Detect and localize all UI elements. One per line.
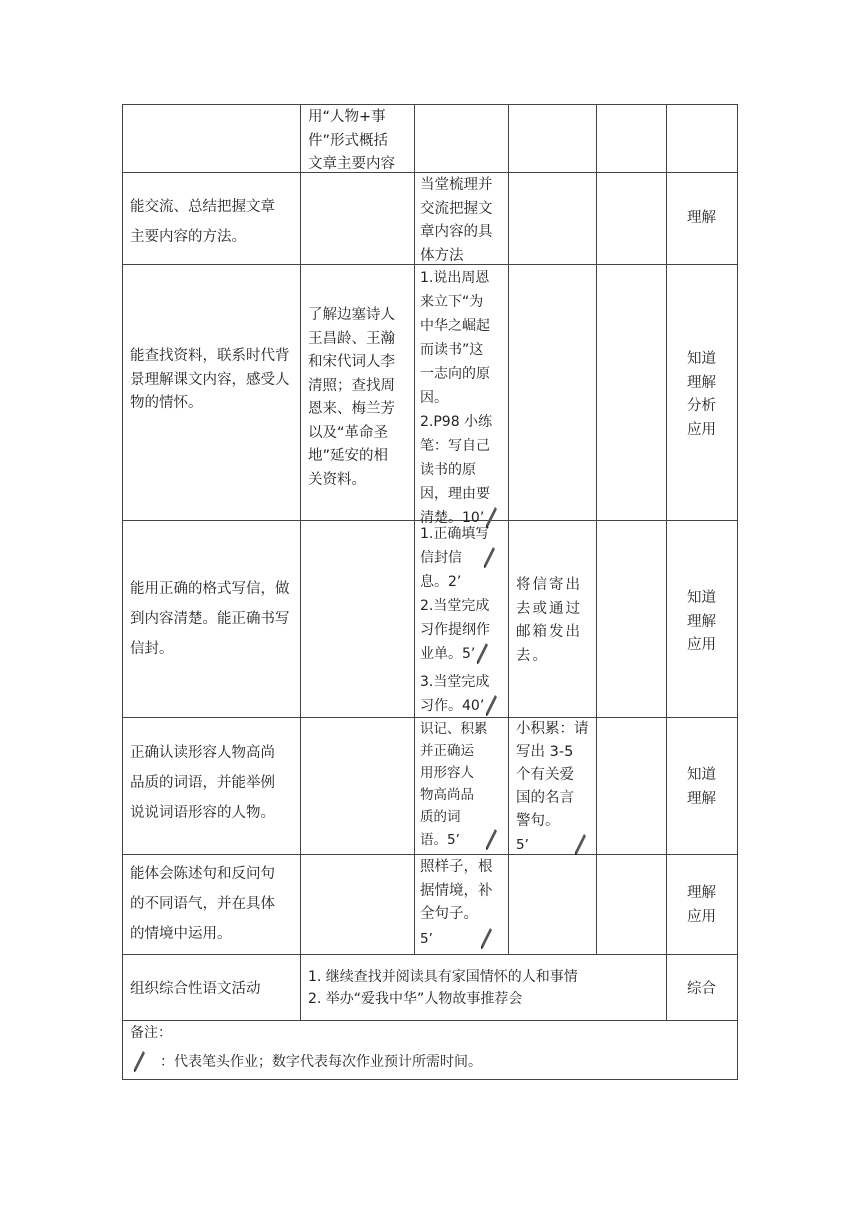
- row5-homework-time: 语。5’: [420, 832, 460, 848]
- row4-hw1-line1: 1.正确填写: [420, 526, 490, 542]
- row3-level-cell: [687, 348, 735, 442]
- row2-homework-text: 当堂梳理并 交流把握文 章内容的具 体方法: [420, 177, 493, 264]
- pen-icon: [479, 927, 493, 951]
- notes-title: 备注：: [130, 1025, 172, 1041]
- row4-hw2-line1: 2.当堂完成: [420, 598, 490, 614]
- row5-level-cell: [687, 764, 735, 811]
- row6-homework-cell: [420, 856, 506, 951]
- row3-homework-text: 1.说出周恩 来立下“为 中华之崛起 而读书”这 一志向的原 因。 2.P98 小练 笔：写自己 读书的原 因，理由要: [420, 270, 493, 502]
- row5-homework-cell: [420, 718, 506, 852]
- row6-goal-cell: [130, 859, 298, 949]
- row4-hw2-line3: 业单。5’: [420, 646, 476, 662]
- row4-hw3-line1: 3.当堂完成: [420, 674, 490, 690]
- row2-goal-cell: [130, 192, 298, 252]
- row7-activity-cell: [308, 966, 664, 1010]
- row5-goal-text: 正确认读形容人物高尚 品质的词语，并能举例 说说词语形容的人物。: [130, 745, 275, 821]
- row1-content-cell: [308, 106, 412, 177]
- row7-goal-text: 组织综合性语文活动: [130, 981, 261, 997]
- pen-icon: [482, 546, 496, 570]
- row4-hw1-line3: 息。2’: [420, 574, 462, 590]
- row7-level-text: 综合: [687, 981, 716, 997]
- row4-hw1-line2: 信封信: [420, 550, 462, 566]
- row4-extension-text: 将信寄出 去或通过 邮箱发出 去。: [516, 577, 582, 664]
- row6-goal-text: 能体会陈述句和反问句 的不同语气，并在具体 的情境中运用。: [130, 866, 275, 942]
- row4-goal-cell: [130, 574, 298, 664]
- row3-level-text: 知道 理解 分析 应用: [687, 351, 716, 438]
- row4-homework-cell: [420, 522, 506, 718]
- row3-resource-cell: [308, 304, 412, 492]
- row4-extension-cell: [516, 574, 594, 668]
- pen-icon: [484, 828, 498, 852]
- row3-goal-text: 能查找资料，联系时代背 景理解课文内容，感受人 物的情怀。: [130, 348, 290, 411]
- row2-level-cell: [687, 207, 735, 231]
- row5-extension-text: 小积累：请 写出 3-5 个有关爱 国的名言 警句。: [516, 721, 589, 829]
- pen-icon: [484, 694, 498, 718]
- row4-level-text: 知道 理解 应用: [687, 590, 716, 653]
- row5-level-text: 知道 理解: [687, 767, 716, 807]
- row2-goal-text: 能交流、总结把握文章 主要内容的方法。: [130, 199, 275, 245]
- row3-homework-cell: [420, 266, 506, 530]
- row3-homework-time: 清楚。10’: [420, 510, 485, 526]
- notes-cell: [130, 1022, 730, 1074]
- row6-level-cell: [687, 882, 735, 929]
- row5-goal-cell: [130, 738, 298, 828]
- row7-activity-text: 1. 继续查找并阅读具有家国情怀的人和事情 2. 举办“爱我中华”人物故事推荐会: [308, 969, 578, 1007]
- row5-extension-cell: [516, 718, 594, 857]
- row4-hw3-line2: 习作。40’: [420, 698, 485, 714]
- pen-icon: [475, 642, 489, 666]
- pen-icon: [132, 1050, 146, 1074]
- homework-design-table: [122, 104, 738, 1080]
- row7-level-cell: [687, 978, 735, 1002]
- row3-resource-text: 了解边塞诗人 王昌龄、王瀚 和宋代词人李 清照；查找周 恩来、梅兰芳 以及“革命圣 地”延安的相 关资料。: [308, 307, 395, 488]
- row1-content-text: 用“人物+事 件”形式概括 文章主要内容: [308, 109, 395, 172]
- row7-goal-cell: [130, 978, 298, 1002]
- row4-goal-text: 能用正确的格式写信，做 到内容清楚。能正确书写 信封。: [130, 581, 290, 657]
- notes-text: ：代表笔头作业；数字代表每次作业预计所需时间。: [160, 1053, 482, 1070]
- row3-goal-cell: [130, 345, 298, 416]
- row2-level-text: 理解: [687, 210, 716, 226]
- row6-level-text: 理解 应用: [687, 885, 716, 925]
- row4-hw2-line2: 习作提纲作: [420, 622, 490, 638]
- pen-icon: [573, 833, 587, 857]
- row5-homework-text: 识记、积累 并正确运 用形容人 物高尚品 质的词: [420, 721, 488, 825]
- row6-homework-text: 照样子，根 据情境，补 全句子。: [420, 859, 493, 922]
- row2-homework-cell: [420, 174, 506, 268]
- row6-homework-time: 5’: [420, 930, 433, 947]
- row5-extension-time: 5’: [516, 837, 529, 853]
- row4-level-cell: [687, 587, 735, 658]
